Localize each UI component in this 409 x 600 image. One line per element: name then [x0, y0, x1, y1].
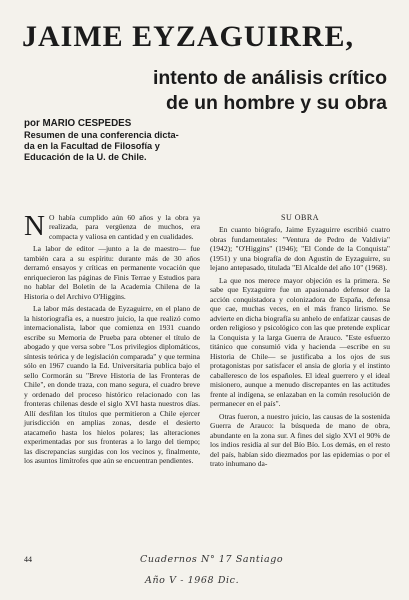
- left-column: [24, 210, 200, 466]
- body-paragraph: La labor de editor —junto a la de maestro— fue también cara a su espíritu: durante más de 30 años derramó ensayos y críticas en permanente vocación que enriquecieron las páginas de Finis Terrae y Estudios para no hablar del Boletín de la Academia Chilena de la Historia o del Archivo O'Higgins.: [24, 244, 200, 301]
- body-paragraph: En cuanto biógrafo, Jaime Eyzaguirre escribió cuatro obras fundamentales: "Ventura de Pedro de Valdivia" (1942); "O'Higgins" (1946); "El Conde de la Conquista" (1951) y una biografía de don Agustín de Eyzaguirre, su lejano antepasado, titulada "El Alcalde del año 10" (1968).: [210, 225, 390, 273]
- summary-note: [24, 130, 214, 163]
- opening-paragraph-text: O había cumplido aún 60 años y la obra ya realizada, para vergüenza de muchos, era compacta y valiosa en cantidad y en cualidades.: [48, 213, 200, 241]
- author-byline: por MARIO CESPEDES: [24, 118, 132, 129]
- dropcap-letter: N: [24, 210, 45, 242]
- article-subtitle: [57, 66, 387, 116]
- body-paragraph: La que nos merece mayor objeción es la primera. Se sabe que Eyzaguirre fue un apasionado defensor de la acción conquistadora y colonizadora de España, defensa que cae, muchas veces, en el más franco lirismo. Se advierte en dicha biografía su anhelo de enfatizar causas de orden religioso y psicológico con las que pretende explicar la Conquista y la larga Guerra de Arauco. "Este esfuerzo titánico que consumió vida y hacienda —escribe en su Historia de Chile— se justificaba a los ojos de sus protagonistas por satisfacer el ansia de gloria y el instinto caballeresco de los españoles. El ideal guerrero y el ideal misionero, aunque a menudo discrepantes en las actitudes frente al indígena, se enlazaban en la común resolución de permanecer en el país".: [210, 275, 390, 409]
- summary-line-2: da en la Facultad de Filosofía y: [24, 141, 160, 151]
- opening-paragraph: [24, 210, 200, 242]
- article-title: JAIME EYZAGUIRRE,: [22, 20, 355, 53]
- right-column: [210, 213, 390, 469]
- summary-line-1: Resumen de una conferencia dicta-: [24, 130, 179, 140]
- handwritten-annotation-source: Cuadernos N° 17 Santiago: [140, 554, 284, 565]
- page-number: 44: [24, 555, 32, 564]
- handwritten-annotation-date: Año V - 1968 Dic.: [145, 575, 240, 586]
- subtitle-line-1: intento de análisis crítico: [152, 67, 387, 89]
- summary-line-3: Educación de la U. de Chile.: [24, 152, 147, 162]
- section-heading: SU OBRA: [281, 213, 319, 222]
- subtitle-line-2: de un hombre y su obra: [165, 92, 387, 114]
- body-paragraph: Otras fueron, a nuestro juicio, las causas de la sostenida Guerra de Arauco: la búsqueda de mano de obra, abundante en la zona sur. A fines del siglo XVI el 90% de los indios residía al sur del Bío Bío. Los demás, en el resto del país, habían sido diezmados por las epidemias o por el trato inhumano da-: [210, 411, 390, 469]
- body-paragraph: La labor más destacada de Eyzaguirre, en el plano de la historiografía es, a nuestro juicio, la que realizó como internacionalista, labor que comienza en 1931 cuando escribe su Memoria de Prueba para obtener el título de abogado y que versa sobre "Los privilegios diplomáticos, síntesis teórica y de legislación comparada" y que termina sólo en 1967 cuando la Ed. Universitaria publica bajo el sello Cormorán su "Breve Historia de las Fronteras de Chile", en donde traza, con mano segura, el cuadro breve y ordenado del proceso histórico relacionado con las fronteras chilenas desde el siglo XVI hasta nuestros días. Allí desfilan los títulos que permitieron a Chile ejercer jurisdicción en amplias zonas, desde el desierto atacameño hasta los hielos polares; las alteraciones experimentadas por sus fronteras a lo largo del tiempo; las discrepancias surgidas con los vecinos y, finalmente, los asuntos limítrofes que aún se encuentran pendientes.: [24, 304, 200, 466]
